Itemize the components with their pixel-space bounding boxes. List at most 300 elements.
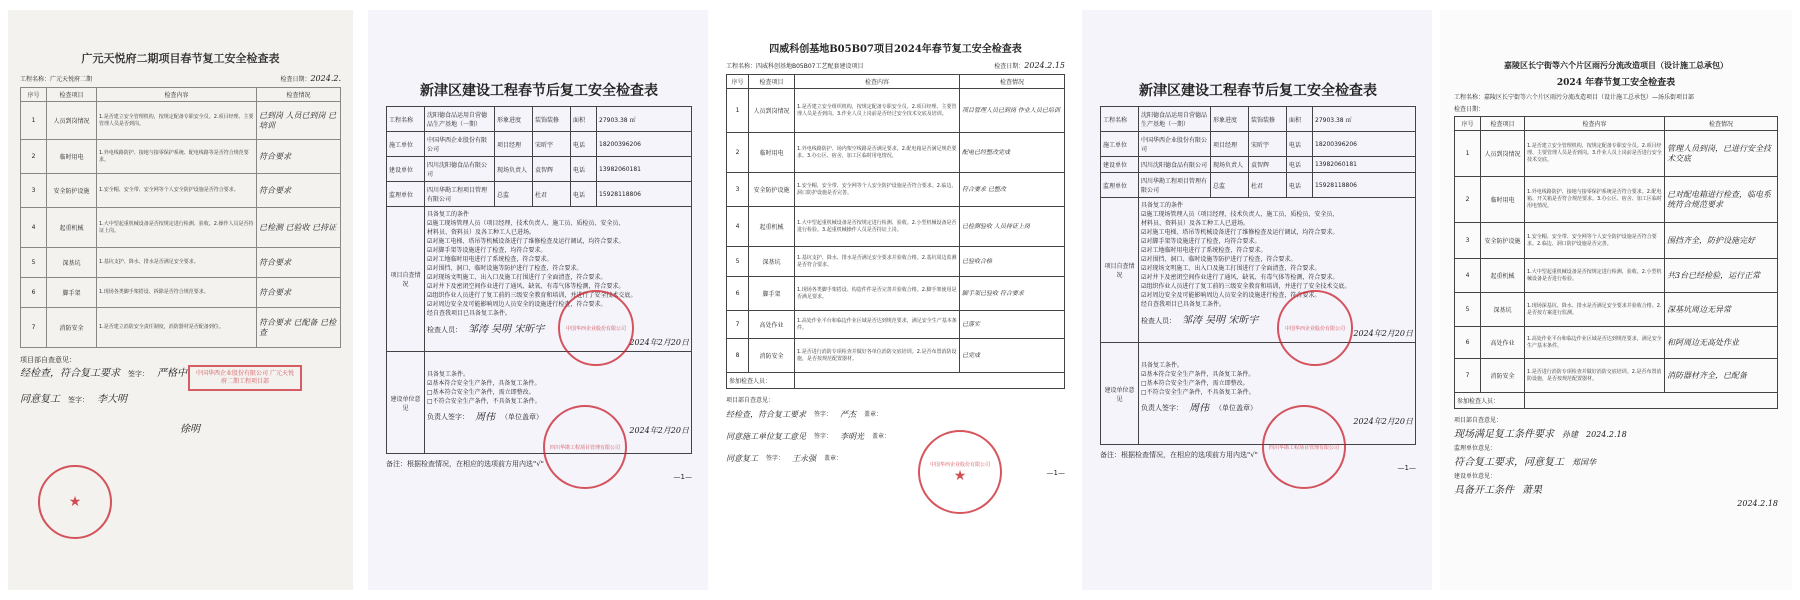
header-cell: 序号 [727,75,749,89]
row-no: 3 [1455,223,1481,259]
doc1-date-label: 检查日期： [280,76,311,83]
row-no: 7 [1455,359,1481,393]
header-cell: 序号 [1455,117,1481,131]
doc5-date-label: 检查日期： [1454,106,1485,113]
row-result: 符合要求 [257,140,341,174]
info-cell: 形象进度 [495,107,533,132]
participants-row [727,373,1065,389]
table-row [727,207,1065,247]
doc1-date-value: 2024.2. [310,74,341,83]
row-item: 临时用电 [1481,177,1525,223]
info-cell: 中国华西企业股份有限公司 [1139,132,1211,157]
doc4-page-number: —1— [1397,464,1416,472]
table-row [1455,223,1778,259]
condition-line: ☑对周边安全及可能影响周边人员安全的设施进行检查，符合要求。 [427,301,607,308]
row-content: 1.外电线路防护、接地与接零保护系统是否符合要求。2.配电箱、开关箱是否符合规范要求。3.办公区、宿舍、加工区临时用电情况。 [1525,177,1665,223]
row-content: 1.外电线路防护、场内架空线路是否满足要求。2.配电箱是否满足规范要求。3.办公区、宿舍、加工区临时用电情况。 [795,133,960,173]
row-result: 已检测 已验收 已持证 [257,208,341,248]
row-item: 深基坑 [47,248,97,278]
condition-line: 具备复工的条件 [427,211,470,218]
table-row [21,308,341,348]
header-cell: 检查项目 [749,75,795,89]
info-cell: 面积 [571,107,597,132]
row-result: 符合要求 已配备 已检查 [257,308,341,348]
condition-line: ☑施工现场管理人员（项目经理、技术负责人、施工员、质检员、安全员、 [1141,211,1339,218]
condition-line: ☑施工现场管理人员（项目经理、技术负责人、施工员、质检员、安全员、 [427,220,625,227]
document-2 [368,10,708,590]
unit-line: 具备复工条件。 [427,370,470,378]
stamp-text: 四川华勘工程项目管理有限公司 [549,444,620,451]
table-header-row [21,88,341,102]
row-item: 消防安全 [749,339,795,373]
row-no: 1 [1455,131,1481,177]
row-result: 项目管理人员已到岗 作业人员已培训 [960,89,1065,133]
info-cell: 电话 [1287,132,1313,157]
info-cell: 13982060181 [1313,157,1416,173]
info-cell: 电话 [571,132,597,157]
doc3-page-number: —1— [1046,469,1065,477]
info-cell: 电话 [571,182,597,207]
info-row [1101,107,1416,132]
row-no: 3 [21,174,47,208]
row-item: 起重机械 [1481,259,1525,293]
table-row [727,133,1065,173]
info-cell: 总监 [1211,173,1249,198]
table-row [1455,359,1778,393]
inspector-signatures: 邹涛 吴明 宋昕宇 [1182,315,1259,326]
row-result: 已检测验收 人员持证上岗 [960,207,1065,247]
doc3-signature-3: 王永强 [792,454,817,463]
doc3-construction-text: 同意复工 [726,454,758,463]
doc5-opinion-text: 现场满足复工条件要求 [1454,429,1554,440]
doc3-sign-label-3: 签字： [766,455,785,462]
info-cell: 建设单位 [387,157,425,182]
unit-line: 具备复工条件。 [1141,361,1184,369]
row-item: 消防安全 [1481,359,1525,393]
check-date: 2024年2月20日 [1353,329,1413,338]
info-cell: 施工单位 [1101,132,1139,157]
row-item: 脚手架 [47,278,97,308]
info-cell: 工程名称 [1101,107,1139,132]
row-result: 和阿周边无高处作业 [1665,327,1778,359]
participants-label: 参加检查人员： [727,373,795,389]
info-cell: 电话 [1287,157,1313,173]
doc5-date: 2024.2.18 [1586,430,1627,439]
row-no: 2 [1455,177,1481,223]
row-no: 4 [1455,259,1481,293]
doc1-opinion-text: 经检查，符合复工要求 [20,368,120,379]
check-date: 2024年2月20日 [629,338,689,347]
doc3-stamp-label: 盖章： [864,411,883,418]
row-no: 8 [727,339,749,373]
doc1-sign-label-2: 签字： [68,396,89,404]
row-content: 1.高处作业平台和临边作业区域是否达到规范要求，满足安全生产基本条件。 [795,311,960,339]
table-row [727,277,1065,311]
doc5-construction-text: 具备开工条件 [1454,485,1514,496]
row-result: 符合要求 [257,174,341,208]
condition-line: 经自查我项目已具备复工条件。 [427,310,512,317]
unit-sign-label: 负责人签字： [427,413,469,421]
doc4-stamp-1 [1277,290,1353,366]
info-cell: 工程名称 [387,107,425,132]
unit-line: ☑基本符合安全生产条件，具备复工条件。 [1141,370,1255,378]
info-row [1101,173,1416,198]
row-no: 7 [21,308,47,348]
check-label: 项目自查情况 [1101,198,1139,343]
table-row [21,208,341,248]
row-result: 管理人员到岗，已进行安全技术交底 [1665,131,1778,177]
check-label: 项目自查情况 [387,207,425,352]
info-cell: 四川沈阳德食品有限公司 [1139,157,1211,173]
condition-line: ☑对围挡、洞口、临时设施等防护进行了检查，符合要求。 [1141,256,1297,263]
doc5-signature: 孙建 [1562,430,1578,439]
table-row [1455,327,1778,359]
info-row [387,132,692,157]
table-row [727,173,1065,207]
stamp-text: 中国华西企业股份有限公司 [565,325,626,332]
header-cell: 检查情况 [1665,117,1778,131]
row-no: 1 [727,89,749,133]
row-item: 起重机械 [749,207,795,247]
row-result: 消防器材齐全，已配备 [1665,359,1778,393]
info-cell: 15928118806 [1313,173,1416,198]
info-cell: 18200396206 [597,132,692,157]
info-cell: 现场负责人 [1211,157,1249,173]
unit-stamp-label: （单位盖章） [1215,404,1257,412]
info-row [1101,132,1416,157]
unit-stamp-label: （单位盖章） [501,413,543,421]
row-result: 符合要求 [257,248,341,278]
header-cell: 检查内容 [97,88,257,102]
info-cell: 装饰装修 [533,107,571,132]
header-cell: 检查内容 [795,75,960,89]
condition-line: ☑对现场文明施工、出入口及施工打围进行了全面清查，符合要求。 [427,274,607,281]
row-content: 1.是否建立消防安全责任制度，消防器材是否配备到位。 [97,308,257,348]
row-no: 6 [1455,327,1481,359]
row-item: 消防安全 [47,308,97,348]
row-result: 已落实 [960,311,1065,339]
doc1-table [20,87,341,348]
condition-line: ☑对工地临时用电进行了系统检查，符合要求。 [1141,247,1267,254]
row-item: 深基坑 [749,247,795,277]
info-cell: 四川华勘工程项目管理有限公司 [1139,173,1211,198]
doc3-supervision-text: 同意施工单位复工意见 [726,432,806,441]
row-result: 深基坑周边无异常 [1665,293,1778,327]
row-result: 共3台已经检验，运行正常 [1665,259,1778,293]
doc5-title: 嘉陵区长宁街等六个片区雨污分流改造项目（设计施工总承包） [1504,60,1728,70]
row-result: 已到岗 人员已到岗 已培训 [257,102,341,140]
info-cell: 施工单位 [387,132,425,157]
table-row [21,102,341,140]
row-no: 1 [21,102,47,140]
row-item: 起重机械 [47,208,97,248]
row-no: 6 [21,278,47,308]
doc3-date-label: 检查日期： [994,63,1025,70]
condition-line: ☑对施工电梯、塔吊等机械设备进行了维修检查及运行调试，均符合要求。 [427,238,625,245]
header-cell: 检查项目 [1481,117,1525,131]
doc3-sign-label: 签字： [814,411,833,418]
table-row [727,247,1065,277]
table-row [727,89,1065,133]
doc3-meta [726,61,1065,71]
doc5-subtitle: 2024 年春节复工安全检查表 [1556,78,1676,88]
doc5-supervision-text: 符合复工要求，同意复工 [1454,457,1564,468]
doc4-note: 备注：根据检查情况，在相应的选项前方用内选"√" [1100,451,1258,459]
inspector-signatures: 邹涛 吴明 宋昕宇 [468,324,545,335]
info-cell: 监理单位 [387,182,425,207]
table-row [1455,131,1778,177]
unit-line: □不符合安全生产条件，不具备复工条件。 [427,397,541,405]
info-cell: 建设单位 [1101,157,1139,173]
doc1-opinion-label: 项目部自查意见： [20,356,76,364]
table-row [727,339,1065,373]
condition-line: ☑对脚手架等设施进行了检查，均符合要求。 [1141,238,1261,245]
row-item: 人员到岗情况 [47,102,97,140]
info-cell: 杜君 [1249,173,1287,198]
stamp-text: 中国华西企业股份有限公司 [1284,325,1345,332]
doc3-stamp-label-2: 盖章： [872,433,891,440]
row-item: 临时用电 [47,140,97,174]
info-cell: 宋昕宇 [533,132,571,157]
stamp-text: 四川华勘工程项目管理有限公司 [1268,444,1339,451]
row-result: 围挡齐全，防护设施完好 [1665,223,1778,259]
unit-label: 建设单位意见 [1101,343,1139,445]
row-no: 5 [1455,293,1481,327]
row-item: 临时用电 [749,133,795,173]
stamp-star-icon: ★ [953,467,967,484]
row-result: 脚手架已验收 符合要求 [960,277,1065,311]
stamp-text: 中国华西企业股份有限公司 [929,461,990,468]
doc3-stamp [918,430,1002,514]
info-cell: 四川华勘工程项目管理有限公司 [425,182,495,207]
doc2-stamp-1 [558,290,634,366]
row-content: 1.安全帽、安全带、安全网等个人安全防护设施是否符合要求。2.临边、洞口防护设施是否完善。 [1525,223,1665,259]
doc3-opinion-text: 经检查，符合复工要求 [726,410,806,419]
table-header-row [1455,117,1778,131]
row-result: 已对配电箱进行检查，临电系统符合规范要求 [1665,177,1778,223]
row-content: 1.大中型起重机械设备是否按规定进行检测、验收。2.小型机械设备是否进行检验。3.起重机械操作人员是否持证上岗。 [795,207,960,247]
doc3-signature-2: 李明光 [840,432,865,441]
info-row [387,182,692,207]
info-cell: 沈阳德食品运用自营德品生产基地（一期） [425,107,495,132]
row-item: 深基坑 [1481,293,1525,327]
doc3-opinion-label: 项目部自查意见： [726,397,775,404]
row-content: 1.安全帽、安全带、安全网等个人安全防护设施是否符合要求。2.临边、洞口防护设施是否完善。 [795,173,960,207]
info-cell: 监理单位 [1101,173,1139,198]
condition-line: ☑对现场文明施工、出入口及施工打围进行了全面清查，符合要求。 [1141,265,1321,272]
row-content: 1.大中型起重机械设备是否按规定进行检测、验收。2.操作人员是否持证上岗。 [97,208,257,248]
row-content: 1.基坑支护、降水、排水是否满足安全要求。 [97,248,257,278]
participants-value [795,373,1065,389]
doc5-table [1454,116,1778,409]
info-cell: 中国华西企业股份有限公司 [425,132,495,157]
doc3-sign-label-2: 签字： [814,433,833,440]
doc2-info-table [386,106,692,454]
table-row [21,248,341,278]
condition-line: ☑对井下及密闭空间作业进行了通风、缺氧、有毒气体等检测，符合要求。 [1141,274,1339,281]
doc3-title: 四威科创基地B05B07项目2024年春节复工安全检查表 [769,44,1022,55]
info-cell: 现场负责人 [495,157,533,182]
doc5-project-label: 工程名称：嘉陵区长宁街等六个片区雨污分流改造项目（设计施工总承包）—汤乐街项目部 [1454,94,1695,101]
table-header-row [727,75,1065,89]
doc5-final-date: 2024.2.18 [1737,499,1778,508]
row-content: 1.外电线路防护、接地与接零保护系统、配电线路等是否符合规范要求。 [97,140,257,174]
doc2-stamp-2 [543,405,627,489]
table-row [1455,177,1778,223]
row-content: 1.是否进行消防专项检查并做好各单位消防交底培训。2.是否布置消防设施，是否按规范配置器材。 [795,339,960,373]
doc2-note: 备注：根据检查情况，在相应的选项前方用内选"√" [386,460,544,468]
row-item: 人员到岗情况 [749,89,795,133]
condition-line: ☑对脚手架等设施进行了检查，均符合要求。 [427,247,547,254]
row-no: 2 [727,133,749,173]
table-row [21,174,341,208]
row-no: 5 [21,248,47,278]
info-cell: 18200396206 [1313,132,1416,157]
info-cell: 电话 [571,157,597,182]
doc3-stamp-label-3: 盖章： [824,455,843,462]
participants-label: 参加检查人员： [1455,393,1525,409]
condition-line: 材料员、资料员）及各工种工人已进场。 [427,229,536,236]
inspector-label: 检查人员： [427,325,462,334]
info-row [1101,157,1416,173]
row-result: 已验收合格 [960,247,1065,277]
table-row [1455,259,1778,293]
doc5-signature-2: 郑国华 [1572,458,1596,467]
doc3-table [726,74,1065,389]
row-item: 高处作业 [1481,327,1525,359]
document-3 [718,10,1073,590]
condition-line: ☑对工地临时用电进行了系统检查，符合要求。 [427,256,553,263]
doc1-rect-stamp: 中国华西企业股份有限公司 广元天悦府二期工程项目部 [188,365,302,391]
info-cell: 宋昕宇 [1249,132,1287,157]
document-1 [8,10,353,590]
unit-line: ☑基本符合安全生产条件，具备复工条件。 [427,379,541,387]
row-no: 2 [21,140,47,174]
info-cell: 沈阳德食品运用自营德品生产基地（一期） [1139,107,1211,132]
unit-row [387,352,692,454]
doc4-stamp-2 [1262,405,1346,489]
row-no: 5 [727,247,749,277]
header-cell: 检查内容 [1525,117,1665,131]
condition-line: ☑对围挡、洞口、临时设施等防护进行了检查，符合要求。 [427,265,583,272]
row-no: 4 [21,208,47,248]
row-item: 安全防护设施 [47,174,97,208]
inspector-label: 检查人员： [1141,316,1176,325]
info-cell: 四川沈阳德食品有限公司 [425,157,495,182]
row-content: 1.是否建立安全管理机构，按规定配备专职安全员。2.项目经理、主要管理人员是否到岗。 [97,102,257,140]
doc5-supervision-label: 监理单位意见： [1454,445,1497,452]
condition-line: ☑对井下及密闭空间作业进行了通风、缺氧、有毒气体等检测，符合要求。 [427,283,625,290]
doc3-project-label: 工程名称：四威科创基地B05B07工艺配套建设项目 [726,63,864,70]
header-cell: 序号 [21,88,47,102]
row-result: 符合要求 [257,278,341,308]
unit-line: □不符合安全生产条件，不具备复工条件。 [1141,388,1255,396]
unit-signature: 周伟 [475,411,495,423]
info-cell: 总监 [495,182,533,207]
condition-line: 具备复工的条件 [1141,202,1184,209]
row-item: 安全防护设施 [749,173,795,207]
condition-line: ☑对周边安全及可能影响周边人员安全的设施进行检查，符合要求。 [1141,292,1321,299]
condition-line: ☑组织作业人员进行了复工前的三级安全教育和培训，并进行了安全技术交底。 [1141,283,1351,290]
document-5 [1440,10,1792,590]
doc3-signature: 严杰 [840,410,857,419]
doc1-signature: 严格中 [157,368,187,379]
table-row [21,278,341,308]
row-result: 配电已经整改完成 [960,133,1065,173]
row-content: 1.现场深基坑、降水、排水是否满足安全要求并验收合格。2.是否按方案进行监测。 [1525,293,1665,327]
doc1-title: 广元天悦府二期项目春节复工安全检查表 [81,52,280,65]
row-content: 1.现场各类脚手架搭设、构造件件是否完善并验收合格。2.脚手架使用是否满足要求。 [795,277,960,311]
header-cell: 检查情况 [257,88,341,102]
info-cell: 电话 [1287,173,1313,198]
row-result: 已完成 [960,339,1065,373]
row-content: 1.大中型起重机械设备是否按规定进行检测、验收。2.小型机械设备是否进行检验。 [1525,259,1665,293]
unit-line: □基本符合安全生产条件，需立即整改。 [1141,379,1249,387]
info-cell: 袁智辉 [533,157,571,182]
doc5-opinion-label: 项目部自查意见： [1454,417,1503,424]
row-content: 1.是否建立安全管理机构，按规定配备专职安全员。2.项目经理、主要管理人员是否到岗。3.作业人员上岗前是否进行安全技术交底。 [1525,131,1665,177]
row-content: 1.是否建立安全组织机构，按规定配备专职安全员。2.项目经理、主要管理人员是否到岗。3.作业人员上岗前是否经过安全技术交底及培训。 [795,89,960,133]
table-row [1455,293,1778,327]
doc3-opinions [726,395,1065,465]
info-cell: 项目经理 [1211,132,1249,157]
doc1-construction-text: 同意复工 [20,394,60,405]
row-no: 7 [727,311,749,339]
check-row [1101,198,1416,343]
doc1-meta [20,74,341,84]
info-cell: 27903.38 ㎡ [1313,107,1416,132]
unit-row [1101,343,1416,445]
unit-line: □基本符合安全生产条件，需立即整改。 [427,388,535,396]
header-cell: 检查情况 [960,75,1065,89]
doc5-opinions [1454,415,1778,509]
stamp-star-icon: ★ [68,494,82,510]
doc1-signature-3: 徐明 [180,424,200,435]
doc2-title: 新津区建设工程春节后复工安全检查表 [420,83,658,99]
info-cell: 形象进度 [1211,107,1249,132]
document-4 [1082,10,1432,590]
info-cell: 27903.38 ㎡ [597,107,692,132]
info-row [387,107,692,132]
row-result: 符合要求 已整改 [960,173,1065,207]
row-content: 1.现场各类脚手架搭设、拆除是否符合规范要求。 [97,278,257,308]
check-row [387,207,692,352]
participants-value [1525,393,1778,409]
doc2-page-number: —1— [673,473,692,481]
doc1-round-stamp [38,465,112,539]
row-no: 6 [727,277,749,311]
info-cell: 项目经理 [495,132,533,157]
header-cell: 检查项目 [47,88,97,102]
info-cell: 袁智辉 [1249,157,1287,173]
row-content: 1.安全帽、安全带、安全网等个人安全防护设施是否符合要求。 [97,174,257,208]
table-row [727,311,1065,339]
row-no: 3 [727,173,749,207]
unit-sign-label: 负责人签字： [1141,404,1183,412]
info-cell: 面积 [1287,107,1313,132]
table-row [21,140,341,174]
doc1-project-label: 工程名称：广元天悦府二期 [20,76,93,83]
unit-signature: 周伟 [1189,402,1209,414]
row-content: 1.是否进行消防专项检查并做好消防交底培训。2.是否布置消防设施，是否按规范配置器材。 [1525,359,1665,393]
row-item: 安全防护设施 [1481,223,1525,259]
row-item: 脚手架 [749,277,795,311]
row-no: 4 [727,207,749,247]
row-content: 1.高处作业平台和临边作业区域是否达到规范要求，满足安全生产基本条件。 [1525,327,1665,359]
info-cell: 13982060181 [597,157,692,182]
row-item: 人员到岗情况 [1481,131,1525,177]
unit-label: 建设单位意见 [387,352,425,454]
